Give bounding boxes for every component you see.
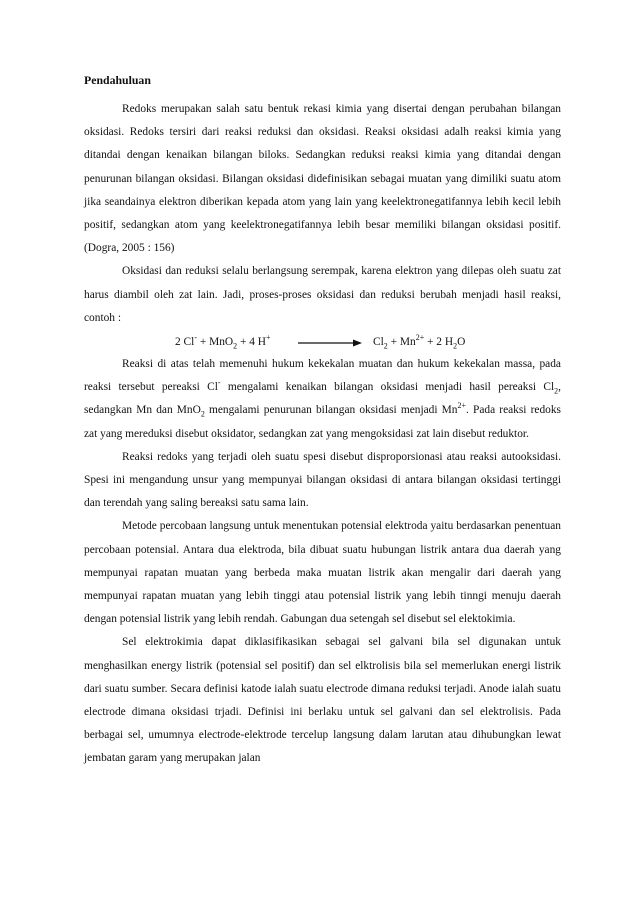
- paragraph-oxidation-reduction: Oksidasi dan reduksi selalu berlangsung serempak, karena elektron yang dilepas oleh suatu zat harus diambil oleh zat lain. Jadi, proses-proses oksidasi dan reduksi berubah menjadi hasil reaksi, contoh :: [84, 265, 561, 324]
- paragraph-direct-method: Metode percobaan langsung untuk menentukan potensial elektroda yaitu berdasarkan penentuan percobaan potensial. Antara dua elektroda, bila dibuat suatu hubungan listrik antara dua daerah yang mempunyai rapatan muatan yang berbeda maka muatan listrik akan mengalir dari daerah yang mempunyai rapatan muatan yang lebih tinggi atau potensial listrik yang lebih tinngi menuju daerah dengan potensial listrik yang lebih rendah. Gabungan dua setengah sel disebut sel elektokimia.: [84, 520, 561, 626]
- paragraph-disproportionation: Reaksi redoks yang terjadi oleh suatu spesi disebut disproporsionasi atau reaksi autooksidasi. Spesi ini mengandung unsur yang mempunyai bilangan oksidasi di antara bilangan oksidasi tertinggi dan terendah yang saling bereaksi satu sama lain.: [84, 450, 561, 510]
- section-heading: Pendahuluan: [84, 73, 151, 87]
- equation-products: $Cl_2 + Mn^{2+} + 2$ $H_2O$: [373, 333, 466, 351]
- reaction-equation: [84, 332, 561, 353]
- reaction-arrow-icon: [298, 338, 362, 348]
- paragraph-electrochemical-cell: Sel elektrokimia dapat diklasifikasikan sebagai sel galvani bila sel digunakan untuk menghasilkan energy listrik (potensial sel positif) dan sel elktrolisis bila sel memerlukan energi listrik dari suatu sumber. Secara definisi katode ialah suatu electrode dimana reduksi terjadi. Anode ialah suatu electrode dimana oksidasi trjadi. Definisi ini berlaku untuk sel galvani dan sel elektrolisis. Pada berbagai sel, umumnya electrode-elektrode tercelup langsung dalam larutan atau dihubungkan lewat jembatan garam yang merupakan jalan: [84, 636, 561, 765]
- equation-reactants: 2 Cl- + MnO$_2$ + 4 H+: [175, 333, 271, 351]
- paragraph-redoks-definition: Redoks merupakan salah satu bentuk rekasi kimia yang disertai dengan perubahan bilangan oksidasi. Redoks tersiri dari reaksi reduksi dan oksidasi. Reaksi oksidasi adalh reaksi kimia yang ditandai dengan kenaikan bilangan biloks. Sedangkan reduksi reaksi kimia yang ditandai dengan penurunan bilangan oksidasi. Bilangan oksidasi didefinisikan sebagai muatan yang dimiliki suatu atom jika seandainya elektron diberikan kepada atom yang lain yang keelektronegatifannya lebih kecil lebih positif, sedangkan atom yang keelektronegatifannya lebih besar memiliki bilangan oksidasi positif. (Dogra, 2005 : 156): [84, 103, 561, 255]
- paragraph-reaction-explanation: Reaksi di atas telah memenuhi hukum kekekalan muatan dan hukum kekekalan massa, pada reaksi tersebut pereaksi Cl- mengalami kenaikan bilangan oksidasi menjadi hasil pereaksi $Cl_2$, sedangkan Mn dan MnO$_2$ mengalami penurunan bilangan oksidasi menjadi $Mn^{2+}$. Pada reaksi redoks zat yang mereduksi disebut oksidator, sedangkan zat yang mengoksidasi zat lain disebut reduktor.: [84, 358, 561, 440]
- document-body: [84, 98, 561, 771]
